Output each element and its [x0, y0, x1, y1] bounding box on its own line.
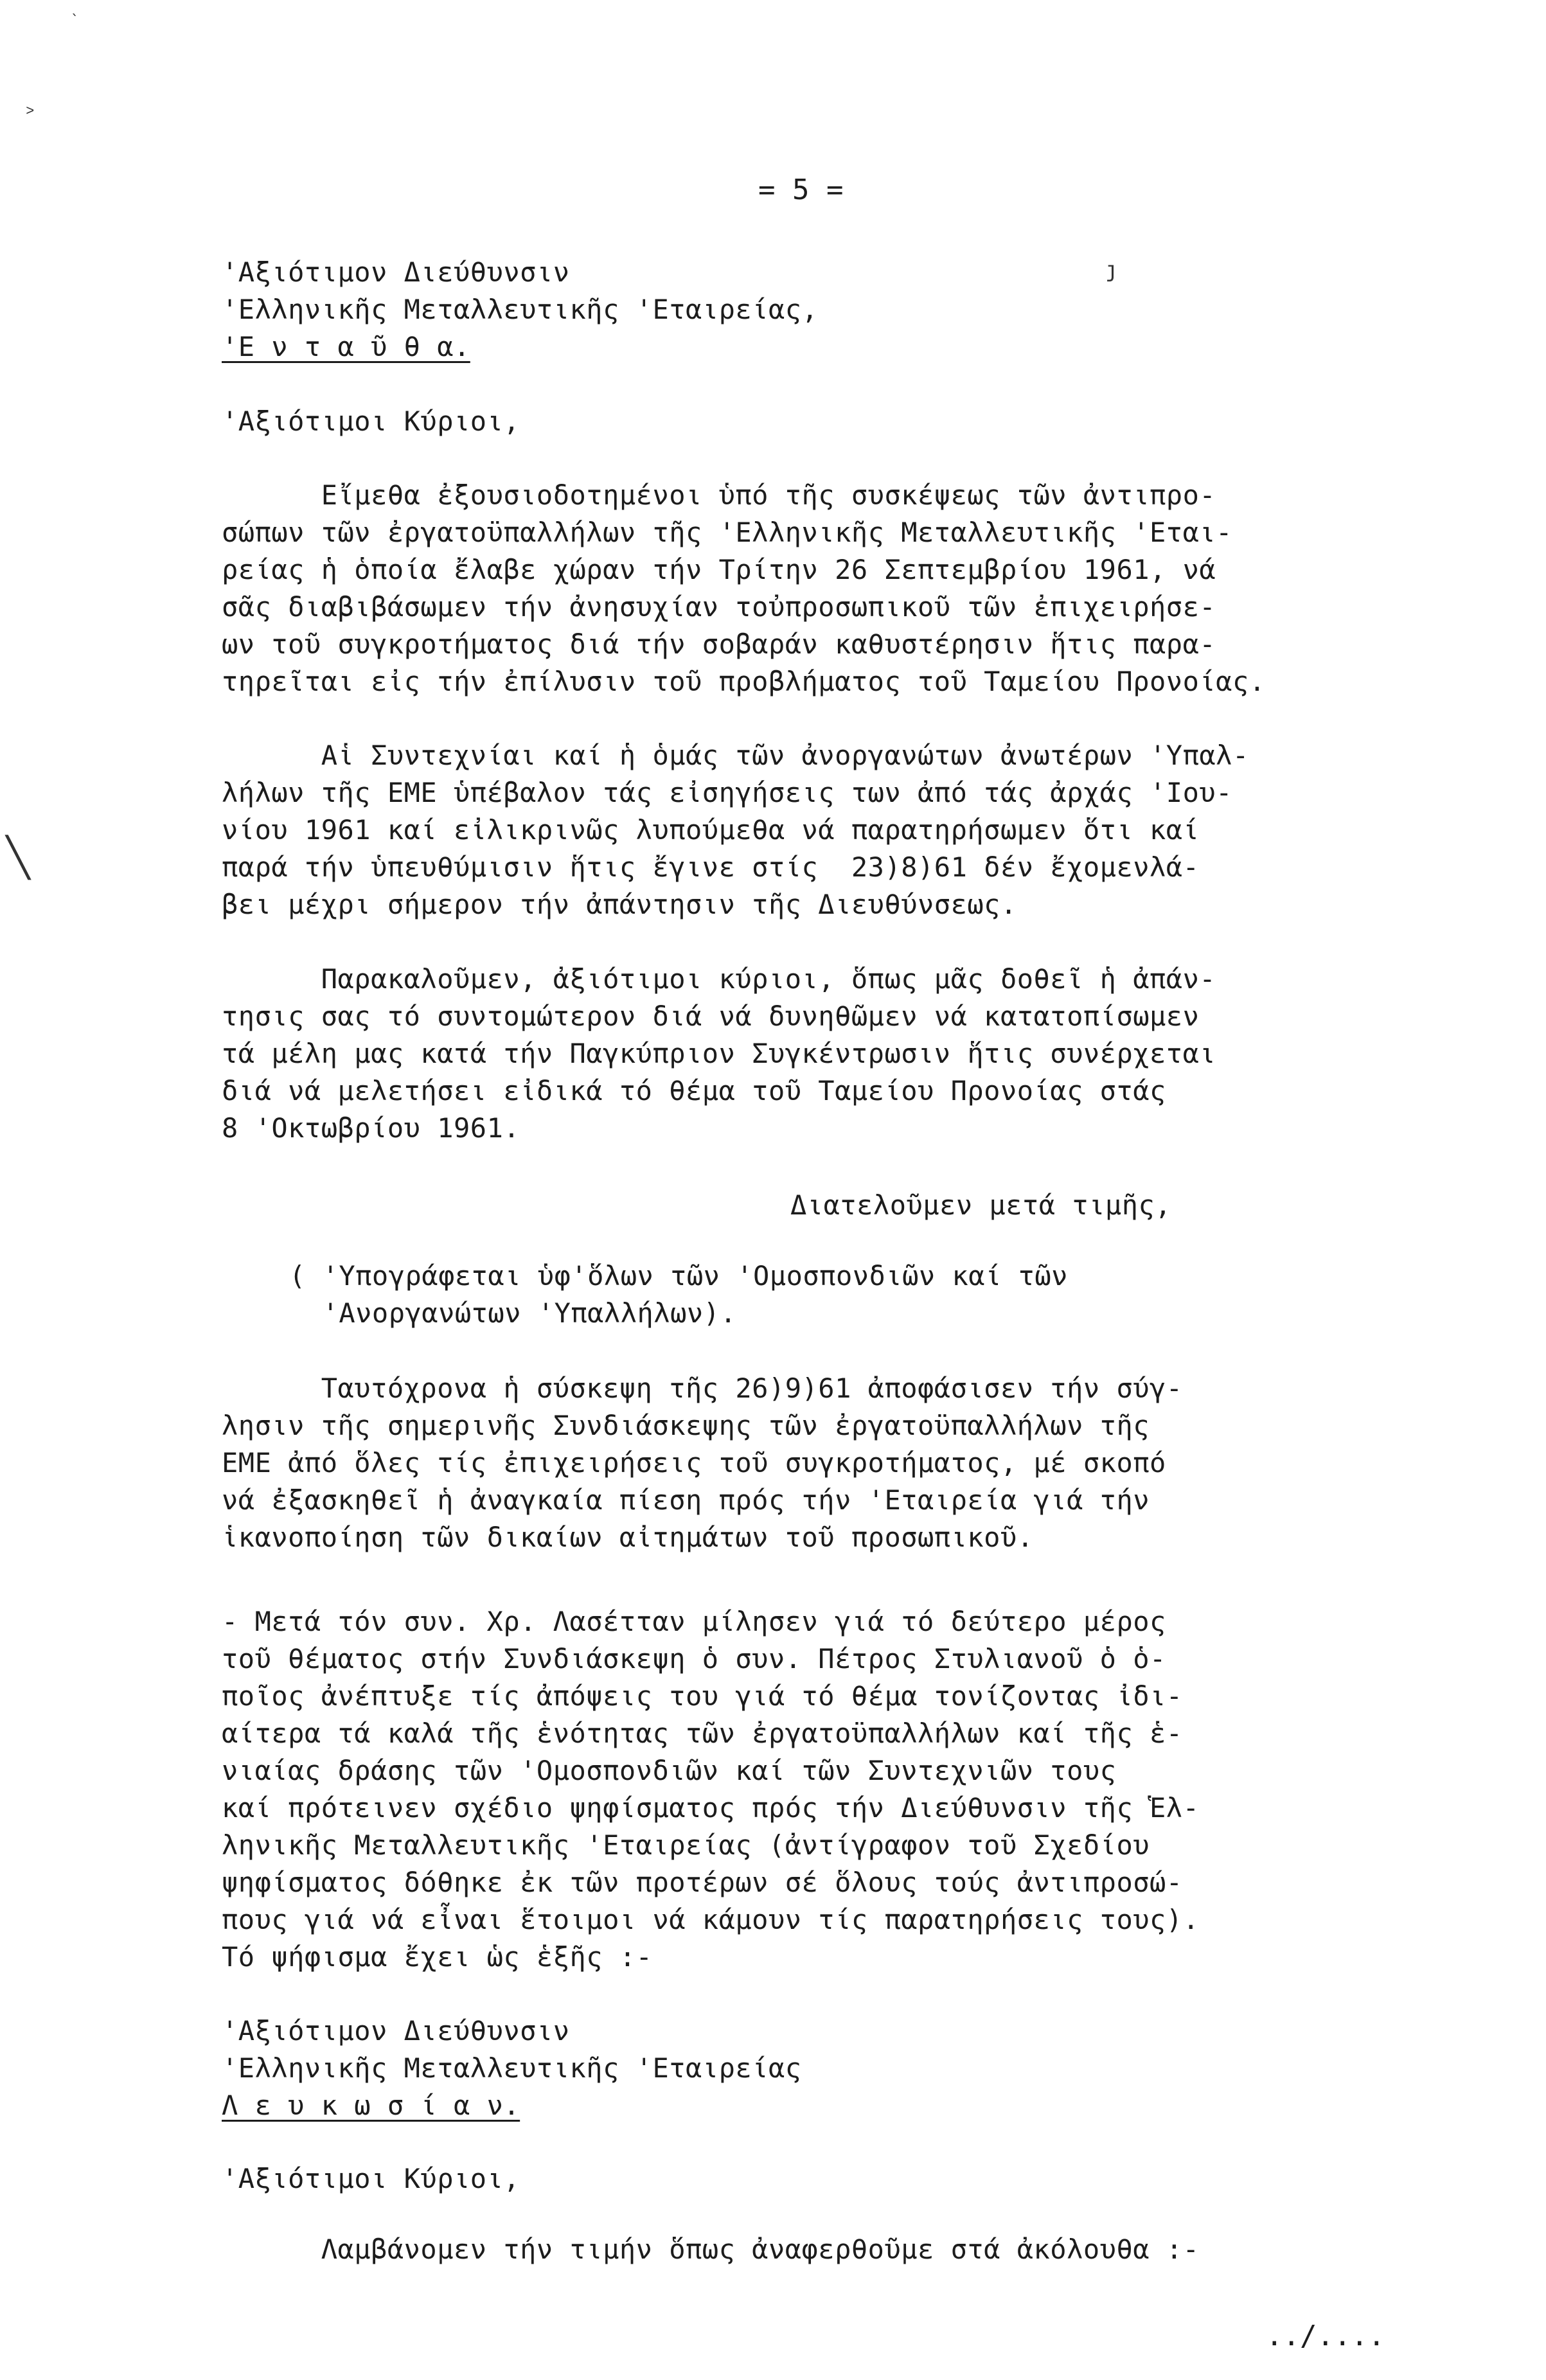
- para2-line3: νίου 1961 καί εἰλικρινῶς λυπούμεθα νά παρατηρήσωμεν ὅτι καί: [222, 814, 1200, 846]
- para3-line1: Παρακαλοῦμεν, ἀξιότιμοι κύριοι, ὅπως μᾶς δοθεῖ ἡ ἀπάν-: [222, 963, 1216, 995]
- address2-line1: 'Αξιότιμον Διεύθυνσιν: [222, 2015, 570, 2047]
- para2-line5: βει μέχρι σήμερον τήν ἀπάντησιν τῆς Διευθύνσεως.: [222, 889, 1017, 920]
- scan-speck: `: [71, 13, 80, 29]
- continuation-mark: ../....: [1266, 2320, 1385, 2352]
- page-number: = 5 =: [758, 173, 844, 206]
- para5-line8: ψηφίσματος δόθηκε ἐκ τῶν προτέρων σέ ὅλους τούς ἀντιπροσώ-: [222, 1867, 1183, 1898]
- para5-line10: Τό ψήφισμα ἔχει ὡς ἑξῆς :-: [222, 1941, 653, 1973]
- para1-line4: σᾶς διαβιβάσωμεν τήν ἀνησυχίαν τοὐπροσωπικοῦ τῶν ἐπιχειρήσε-: [222, 591, 1216, 623]
- para4-line5: ἱκανοποίηση τῶν δικαίων αἰτημάτων τοῦ προσωπικοῦ.: [222, 1522, 1034, 1553]
- para5-line2: τοῦ θέματος στήν Συνδιάσκεψη ὁ συν. Πέτρος Στυλιανοῦ ὁ ὁ-: [222, 1643, 1166, 1674]
- para1-line2: σώπων τῶν ἐργατοϋπαλλήλων τῆς 'Ελληνικῆς Μεταλλευτικῆς 'Εται-: [222, 517, 1232, 548]
- signature-line2: 'Ανοργανώτων 'Υπαλλήλων).: [289, 1297, 737, 1329]
- address1-line1: 'Αξιότιμον Διεύθυνσιν: [222, 256, 570, 288]
- para4-line4: νά ἐξασκηθεῖ ἡ ἀναγκαία πίεση πρός τήν 'Εταιρεία γιά τήν: [222, 1484, 1150, 1516]
- address2-line2: 'Ελληνικῆς Μεταλλευτικῆς 'Εταιρείας: [222, 2052, 802, 2084]
- para2-line4: παρά τήν ὑπευθύμισιν ἥτις ἔγινε στίς 23)8)61 δέν ἔχομενλά-: [222, 851, 1200, 883]
- signature-line1: ( 'Υπογράφεται ὑφ'ὅλων τῶν 'Ομοσπονδιῶν καί τῶν: [289, 1260, 1068, 1292]
- para5-line7: ληνικῆς Μεταλλευτικῆς 'Εταιρείας (ἀντίγραφον τοῦ Σχεδίου: [222, 1829, 1150, 1861]
- address1-line3: 'Ε ν τ α ῦ θ α.: [222, 331, 470, 362]
- para1-line3: ρείας ἡ ὁποία ἔλαβε χώραν τήν Τρίτην 26 Σεπτεμβρίου 1961, νά: [222, 554, 1216, 585]
- salutation2: 'Αξιότιμοι Κύριοι,: [222, 2163, 520, 2194]
- para3-line5: 8 'Οκτωβρίου 1961.: [222, 1112, 520, 1144]
- para4-line2: λησιν τῆς σημερινῆς Συνδιάσκεψης τῶν ἐργατοϋπαλλήλων τῆς: [222, 1410, 1150, 1441]
- para4-line3: ΕΜΕ ἀπό ὅλες τίς ἐπιχειρήσεις τοῦ συγκροτήματος, μέ σκοπό: [222, 1447, 1166, 1479]
- address1-line2: 'Ελληνικῆς Μεταλλευτικῆς 'Εταιρείας,: [222, 294, 819, 325]
- para5-line1: - Μετά τόν συν. Χρ. Λασέτταν μίλησεν γιά τό δεύτερο μέρος: [222, 1606, 1166, 1637]
- para3-line3: τά μέλη μας κατά τήν Παγκύπριον Συγκέντρωσιν ἥτις συνέρχεται: [222, 1038, 1216, 1069]
- para3-line4: διά νά μελετήσει εἰδικά τό θέμα τοῦ Ταμείου Προνοίας στάς: [222, 1075, 1166, 1106]
- closing: Διατελοῦμεν μετά τιμῆς,: [790, 1189, 1172, 1221]
- para1-line1: Εἴμεθα ἐξουσιοδοτημένοι ὑπό τῆς συσκέψεως τῶν ἀντιπρο-: [222, 479, 1216, 511]
- scan-speck-2: ˃: [26, 103, 35, 119]
- final-line: Λαμβάνομεν τήν τιμήν ὅπως ἀναφερθοῦμε στά ἀκόλουθα :-: [222, 2233, 1200, 2265]
- para4-line1: Ταυτόχρονα ἡ σύσκεψη τῆς 26)9)61 ἀποφάσισεν τήν σύγ-: [222, 1372, 1183, 1404]
- para5-line6: καί πρότεινεν σχέδιο ψηφίσματος πρός τήν Διεύθυνσιν τῆς Ἑλ-: [222, 1792, 1200, 1824]
- handwritten-mark: ȷ: [1105, 257, 1119, 283]
- para3-line2: τησις σας τό συντομώτερον διά νά δυνηθῶμεν νά κατατοπίσωμεν: [222, 1000, 1200, 1032]
- para2-line2: λήλων τῆς ΕΜΕ ὑπέβαλον τάς εἰσηγήσεις των ἀπό τάς ἀρχάς 'Ιου-: [222, 777, 1232, 808]
- para2-line1: Αἱ Συντεχνίαι καί ἡ ὁμάς τῶν ἀνοργανώτων ἀνωτέρων 'Υπαλ-: [222, 740, 1249, 771]
- para1-line6: τηρεῖται εἰς τήν ἐπίλυσιν τοῦ προβλήματος τοῦ Ταμείου Προνοίας.: [222, 666, 1266, 697]
- para5-line4: αίτερα τά καλά τῆς ἑνότητας τῶν ἐργατοϋπαλλήλων καί τῆς ἑ-: [222, 1718, 1183, 1749]
- para5-line9: πους γιά νά εἶναι ἕτοιμοι νά κάμουν τίς παρατηρήσεις τους).: [222, 1904, 1200, 1935]
- margin-slash-mark: ╲: [6, 835, 30, 880]
- para1-line5: ων τοῦ συγκροτήματος διά τήν σοβαράν καθυστέρησιν ἥτις παρα-: [222, 628, 1216, 660]
- para5-line5: νιαίας δράσης τῶν 'Ομοσπονδιῶν καί τῶν Συντεχνιῶν τους: [222, 1755, 1117, 1786]
- salutation1: 'Αξιότιμοι Κύριοι,: [222, 405, 520, 437]
- address2-line3: Λ ε υ κ ω σ ί α ν.: [222, 2090, 520, 2121]
- para5-line3: ποῖος ἀνέπτυξε τίς ἀπόψεις του γιά τό θέμα τονίζοντας ἰδι-: [222, 1680, 1183, 1712]
